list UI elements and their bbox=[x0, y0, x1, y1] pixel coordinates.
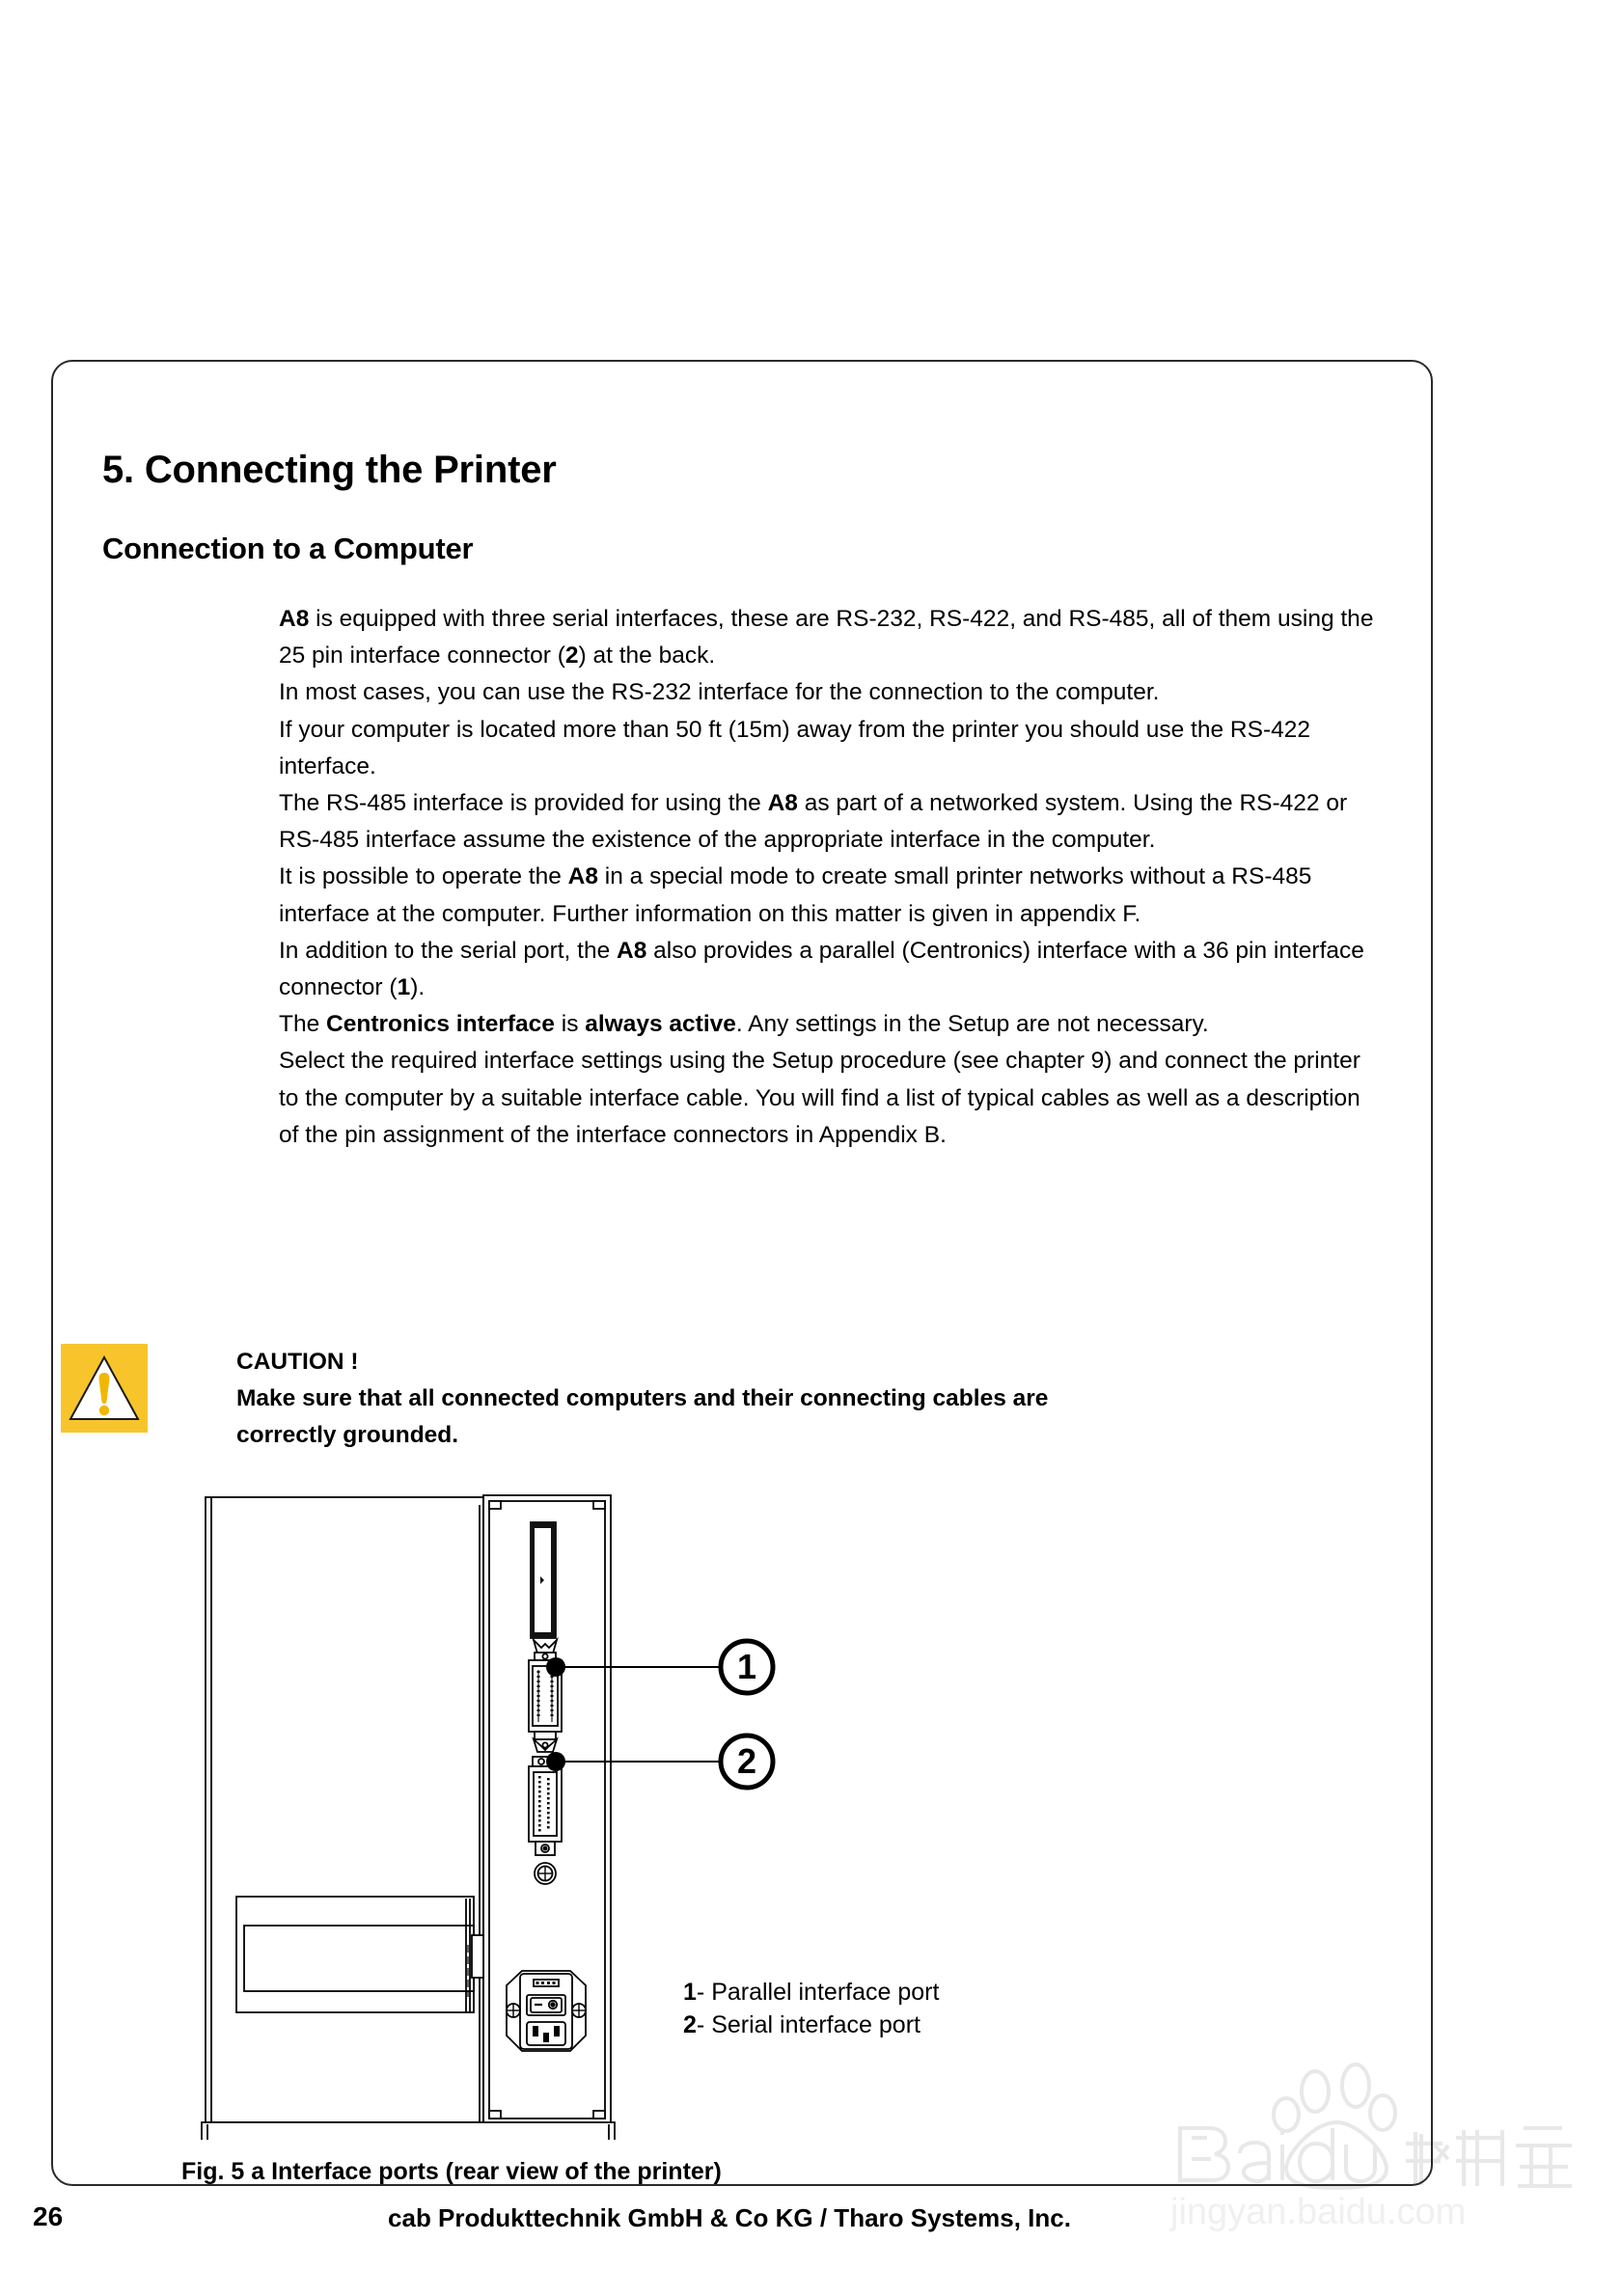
body-paragraph-p4 bbox=[279, 785, 1379, 859]
plain-text: If your computer is located more than 50 ft (15m) away from the printer you should use the RS-422 interface. bbox=[279, 716, 1310, 779]
callout-marker-2: 2 bbox=[736, 1741, 757, 1781]
plain-text: ) at the back. bbox=[578, 642, 716, 670]
body-text bbox=[279, 601, 1379, 1154]
caution-line-2: correctly grounded. bbox=[236, 1422, 459, 1449]
legend-item-2 bbox=[683, 2009, 939, 2041]
plain-text: In most cases, you can use the RS-232 interface for the connection to the computer. bbox=[279, 679, 1160, 706]
emphasis-text: A8 bbox=[767, 790, 798, 817]
legend-dash-1: - bbox=[696, 1979, 705, 2006]
emphasis-text: A8 bbox=[279, 606, 310, 632]
body-paragraph-p3 bbox=[279, 712, 1379, 785]
section-heading: Connection to a Computer bbox=[102, 531, 474, 565]
plain-text: It is possible to operate the bbox=[279, 863, 568, 890]
legend-number-1: 1 bbox=[683, 1979, 697, 2006]
figure-interface-ports bbox=[51, 1484, 1433, 2185]
plain-text: The RS-485 interface is provided for using the bbox=[279, 790, 768, 817]
page-title: 5. Connecting the Printer bbox=[102, 448, 557, 491]
caution-text bbox=[236, 1344, 1346, 1455]
legend-label-1: Parallel interface port bbox=[711, 1979, 940, 2006]
emphasis-text: A8 bbox=[617, 937, 647, 964]
printer-rear-view-illustration bbox=[194, 1484, 927, 2140]
footer-company-name: cab Produkttechnik GmbH & Co KG / Tharo Systems, Inc. bbox=[388, 2203, 1071, 2232]
legend-label-2: Serial interface port bbox=[711, 2011, 920, 2038]
plain-text: ). bbox=[410, 974, 426, 1001]
plain-text: also provides a parallel (Centronics) interface with a 36 pin interface connector ( bbox=[279, 937, 1364, 1001]
body-paragraph-p2 bbox=[279, 674, 1379, 711]
body-paragraph-p6 bbox=[279, 933, 1379, 1006]
plain-text: is bbox=[554, 1011, 586, 1038]
body-paragraph-p8 bbox=[279, 1043, 1379, 1154]
legend-number-2: 2 bbox=[683, 2011, 697, 2038]
plain-text: as part of a networked system. Using the RS-422 or RS-485 interface assume the existence of the appropriate interface in the computer. bbox=[279, 790, 1348, 854]
emphasis-text: 1 bbox=[397, 974, 411, 1001]
emphasis-text: Centronics interface bbox=[326, 1011, 555, 1038]
caution-heading: CAUTION ! bbox=[236, 1349, 359, 1375]
plain-text: . Any settings in the Setup are not necessary. bbox=[735, 1011, 1209, 1038]
legend-item-1 bbox=[683, 1976, 939, 2009]
body-paragraph-p7 bbox=[279, 1006, 1379, 1043]
page-footer bbox=[0, 2201, 1621, 2250]
figure-legend bbox=[683, 1976, 939, 2041]
plain-text: in a special mode to create small printer networks without a RS-485 interface at the computer. Further information on this matter is given in appendix F. bbox=[279, 863, 1312, 927]
emphasis-text: 2 bbox=[564, 642, 579, 670]
emphasis-text: A8 bbox=[567, 863, 598, 890]
figure-caption: Fig. 5 a Interface ports (rear view of the printer) bbox=[181, 2158, 722, 2185]
plain-text: The bbox=[279, 1011, 327, 1038]
warning-triangle-icon bbox=[61, 1344, 148, 1433]
plain-text: In addition to the serial port, the bbox=[279, 937, 618, 964]
plain-text: is equipped with three serial interfaces, these are RS-232, RS-422, and RS-485, all of them using the 25 pin interface connector ( bbox=[279, 606, 1374, 670]
page-number: 26 bbox=[33, 2201, 64, 2231]
emphasis-text: always active bbox=[585, 1011, 736, 1038]
page-content bbox=[51, 360, 1433, 2186]
callout-marker-1: 1 bbox=[736, 1647, 757, 1686]
body-paragraph-p5 bbox=[279, 859, 1379, 932]
legend-dash-2: - bbox=[696, 2011, 705, 2038]
body-paragraph-p1 bbox=[279, 601, 1379, 674]
plain-text: Select the required interface settings using the Setup procedure (see chapter 9) and connect the printer to the computer by a suitable interface cable. You will find a list of typical cables as well as a description of the pin assignment of the interface connectors in Appendix B. bbox=[279, 1048, 1360, 1148]
caution-line-1: Make sure that all connected computers and their connecting cables are bbox=[236, 1385, 1049, 1412]
svg-text:jingyan.baidu.com: jingyan.baidu.com bbox=[1170, 2192, 1467, 2232]
